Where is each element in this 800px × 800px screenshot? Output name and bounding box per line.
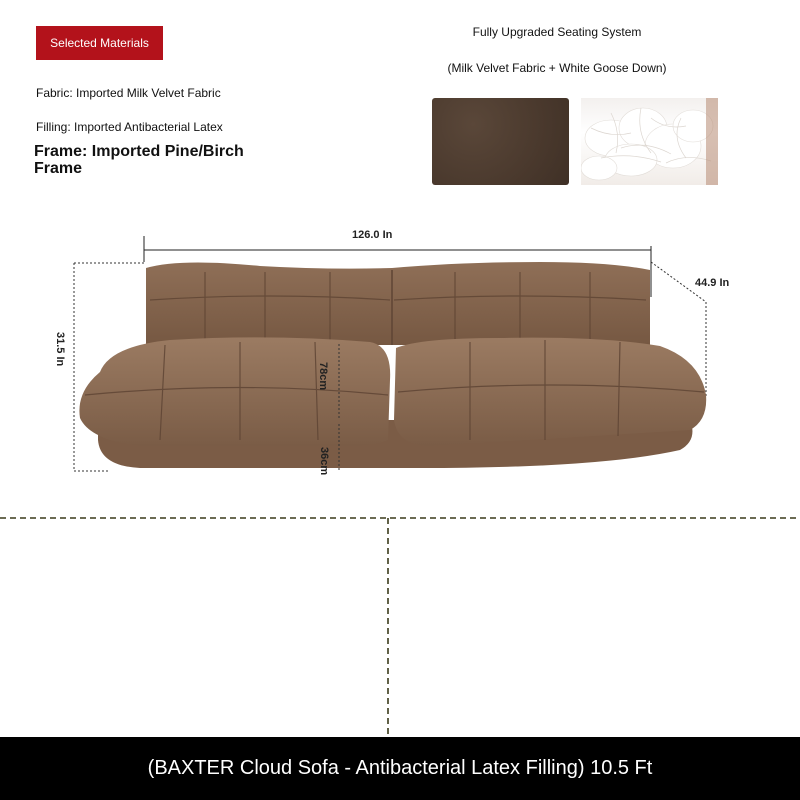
product-caption: (BAXTER Cloud Sofa - Antibacterial Latex Filling) 10.5 Ft — [0, 737, 800, 800]
seating-system-title: Fully Upgraded Seating System — [472, 25, 642, 39]
sofa-back — [146, 262, 650, 345]
fabric-spec: Fabric: Imported Milk Velvet Fabric — [36, 86, 221, 100]
height-label: 31.5 In — [54, 332, 66, 367]
sofa-seat-right — [394, 338, 706, 446]
depth-label: 44.9 In — [695, 277, 730, 289]
back-height-label: 78cm — [317, 362, 329, 391]
filling-spec: Filling: Imported Antibacterial Latex — [36, 120, 223, 134]
seat-height-label: 36cm — [318, 447, 330, 476]
sofa-seat-left — [79, 337, 390, 446]
frame-spec: Frame: Imported Pine/Birch Frame — [34, 143, 244, 177]
selected-materials-badge: Selected Materials — [36, 26, 163, 60]
width-label: 126.0 In — [352, 229, 393, 241]
seating-system-subtitle: (Milk Velvet Fabric + White Goose Down) — [447, 61, 667, 75]
center-divider — [385, 518, 391, 738]
